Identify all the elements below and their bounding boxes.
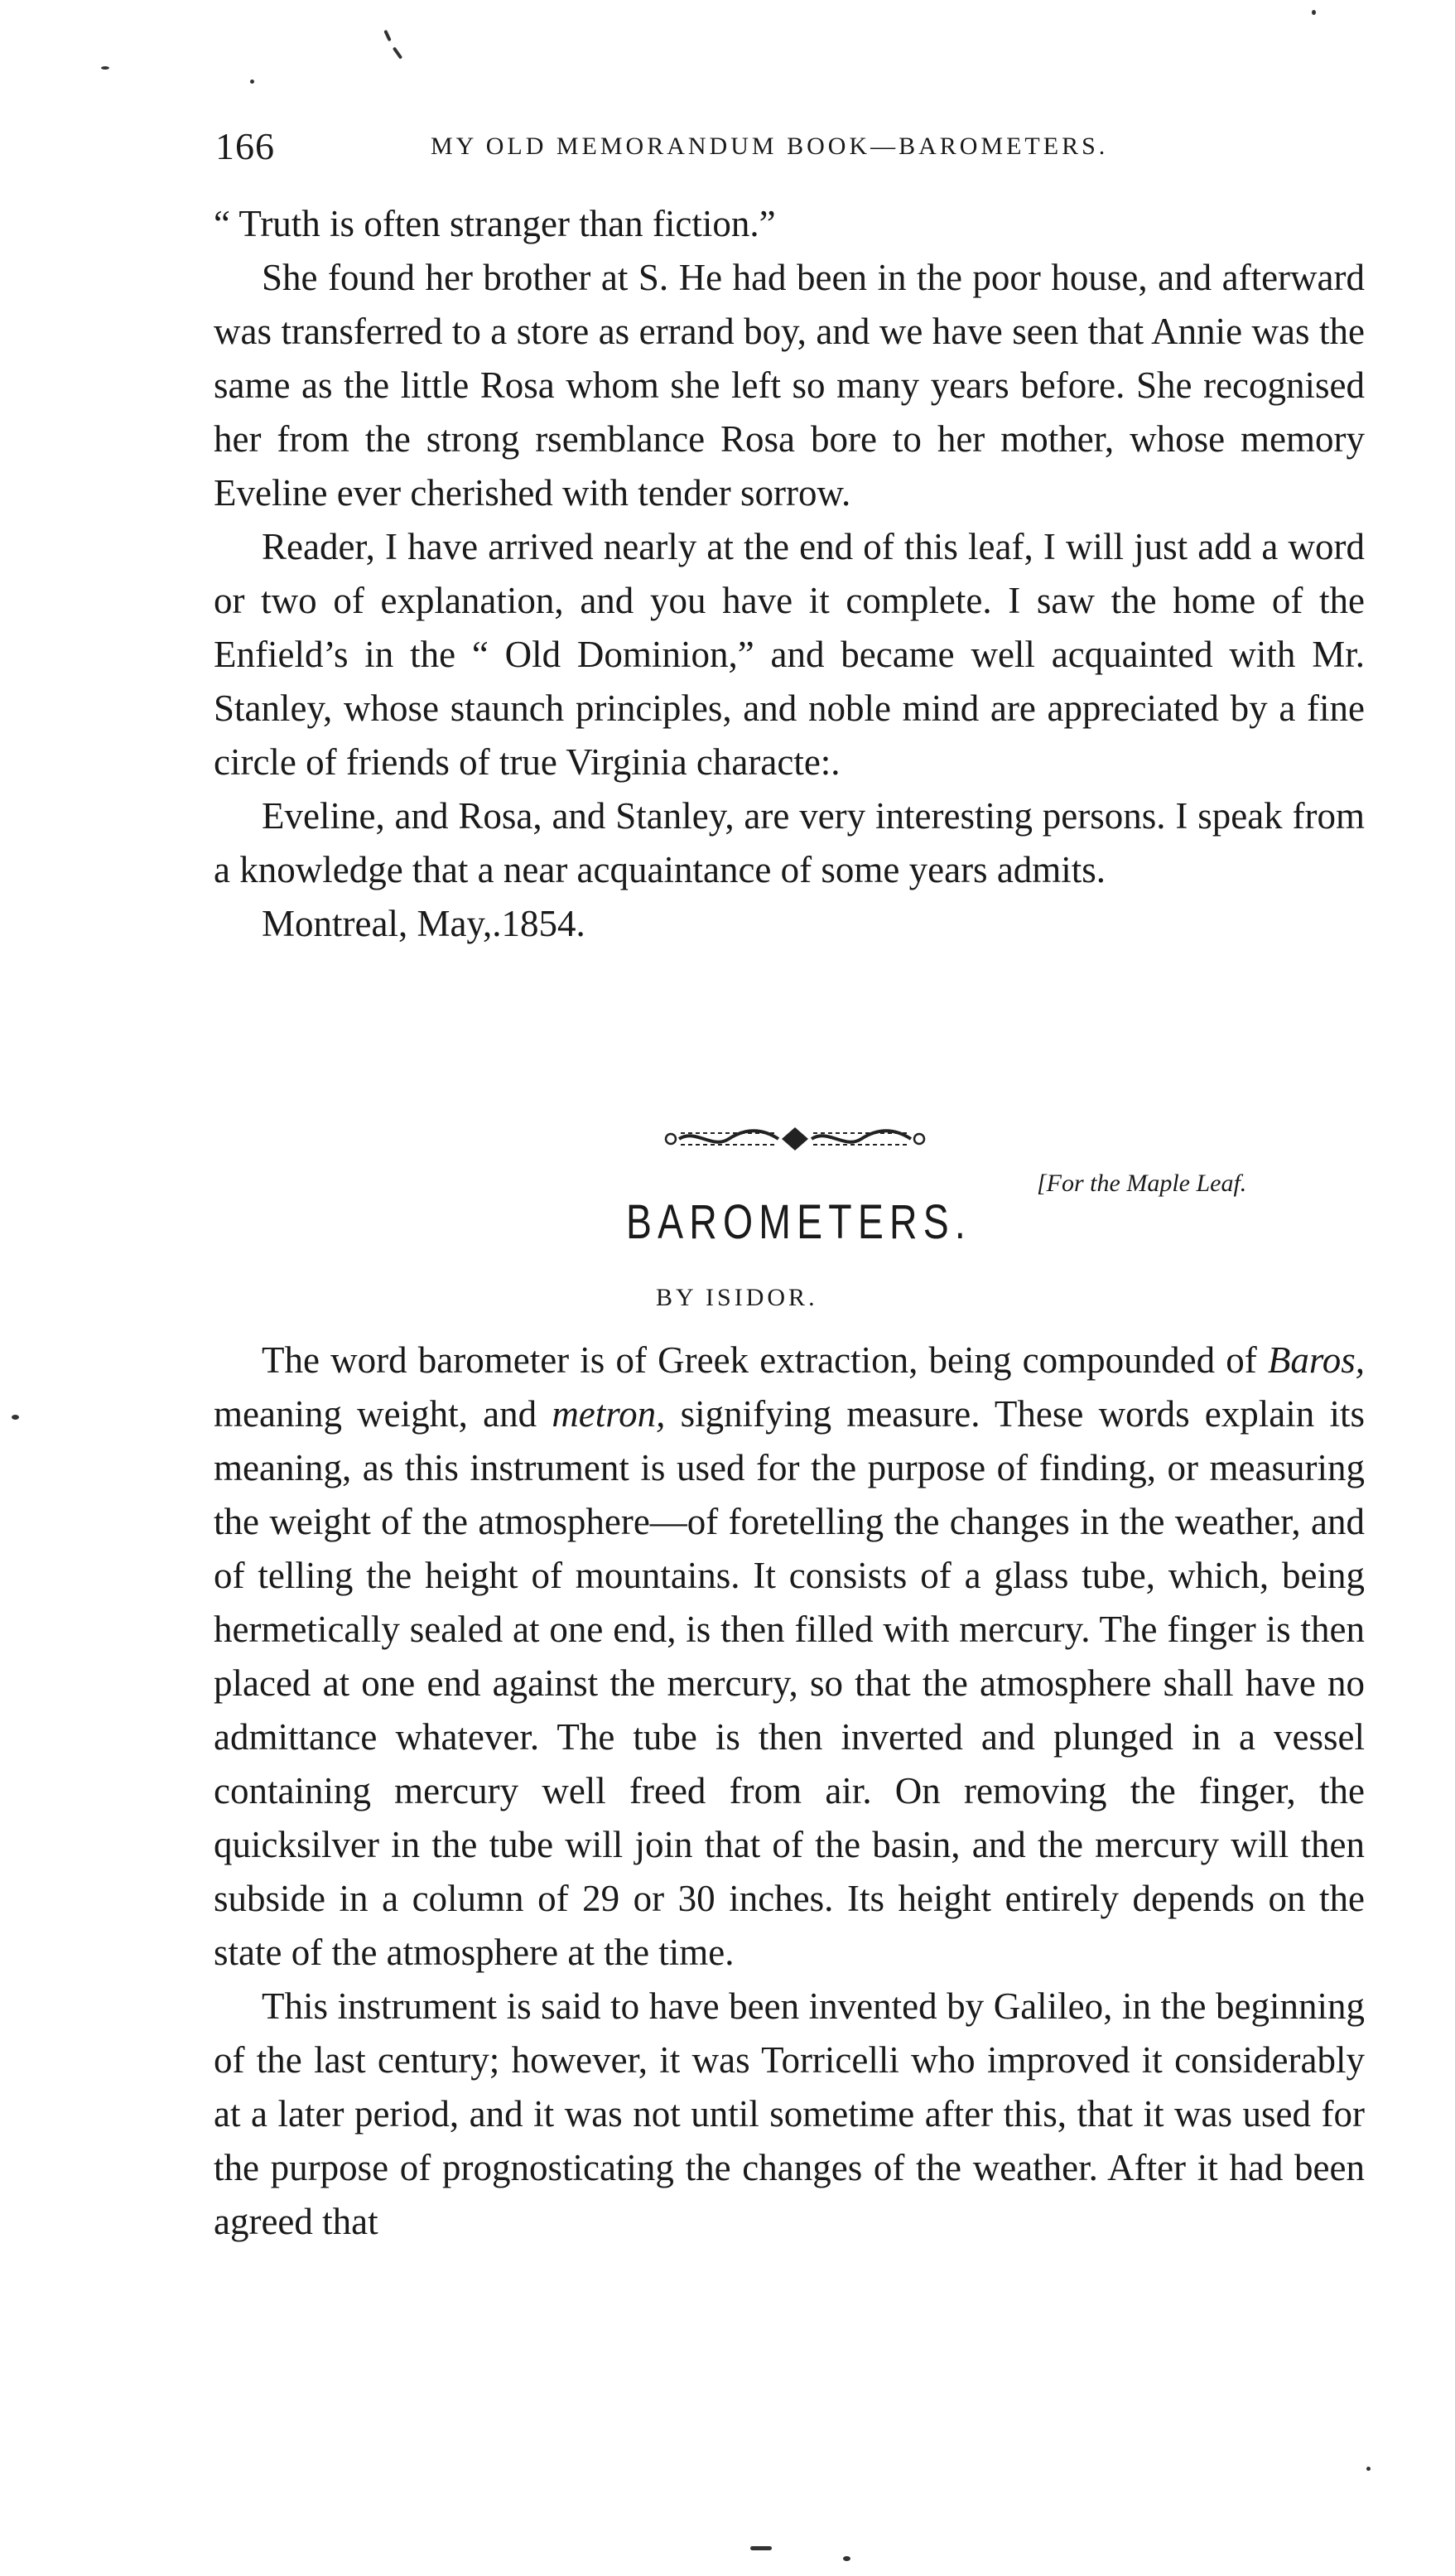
- page-number: 166: [215, 125, 275, 167]
- greek-term-baros: Baros,: [1267, 1339, 1365, 1381]
- article-byline: BY ISIDOR.: [656, 1284, 818, 1311]
- greek-term-metron: metron,: [552, 1393, 666, 1435]
- page-header: [215, 124, 1358, 174]
- running-head: MY OLD MEMORANDUM BOOK—BAROMETERS.: [431, 133, 1109, 160]
- article-paragraph: [214, 1334, 1365, 1980]
- paragraph-text: signifying measure. These words explain its meaning, as this instrument is used for the purpose of finding, or measuring the weight of the atmosphere—of foretelling the changes in the weather, and of telling the height of mountains. It consists of a glass tube, which, being hermetically sealed at one end, is then filled with mercury. The finger is then placed at one end against the mercury, so that the atmosphere shall have no admittance whatever. The tube is then inverted and plunged in a vessel containing mercury well freed from air. On removing the finger, the quicksilver in the tube will join that of the basin, and the mercury will then subside in a column of 29 or 30 inches. Its height entirely depends on the state of the atmosphere at the time.: [214, 1393, 1365, 1973]
- dateline: Montreal, May,.1854.: [262, 903, 585, 944]
- article-title: BAROMETERS.: [626, 1195, 971, 1249]
- quote-line: “ Truth is often stranger than fiction.”: [214, 203, 776, 244]
- paragraph-text: meaning weight, and: [214, 1393, 552, 1435]
- story-paragraph: Reader, I have arrived nearly at the end of this leaf, I will just add a word or two of explanation, and you have it complete. I saw the home of the Enfield’s in the “ Old Dominion,” and became well acquainted with Mr. Stanley, whose staunch principles, and noble mind are appreciated by a fine circle of friends of true Virginia characte:.: [214, 526, 1365, 783]
- article-paragraph: This instrument is said to have been invented by Galileo, in the beginning of the last century; however, it was Torricelli who improved it considerably at a later period, and it was not until sometime after this, that it was used for the purpose of prognosticating the changes of the weather. After it had been agreed that: [214, 1985, 1365, 2242]
- story-paragraph: She found her brother at S. He had been in the poor house, and afterward was transferred to a store as errand boy, and we have seen that Annie was the same as the little Rosa whom she left so many years before. She recognised her from the strong rsemblance Rosa bore to her mother, whose memory Eveline ever cherished with tender sorrow.: [214, 257, 1365, 514]
- ornament-divider: [662, 1125, 927, 1153]
- story-ending: [214, 197, 1365, 951]
- paragraph-text: The word barometer is of Greek extraction, being compounded of: [262, 1339, 1268, 1381]
- source-note: [For the Maple Leaf.: [1037, 1170, 1247, 1197]
- story-paragraph: Eveline, and Rosa, and Stanley, are very interesting persons. I speak from a knowledge that a near acquaintance of some years admits.: [214, 795, 1365, 890]
- article-body: [214, 1334, 1365, 2249]
